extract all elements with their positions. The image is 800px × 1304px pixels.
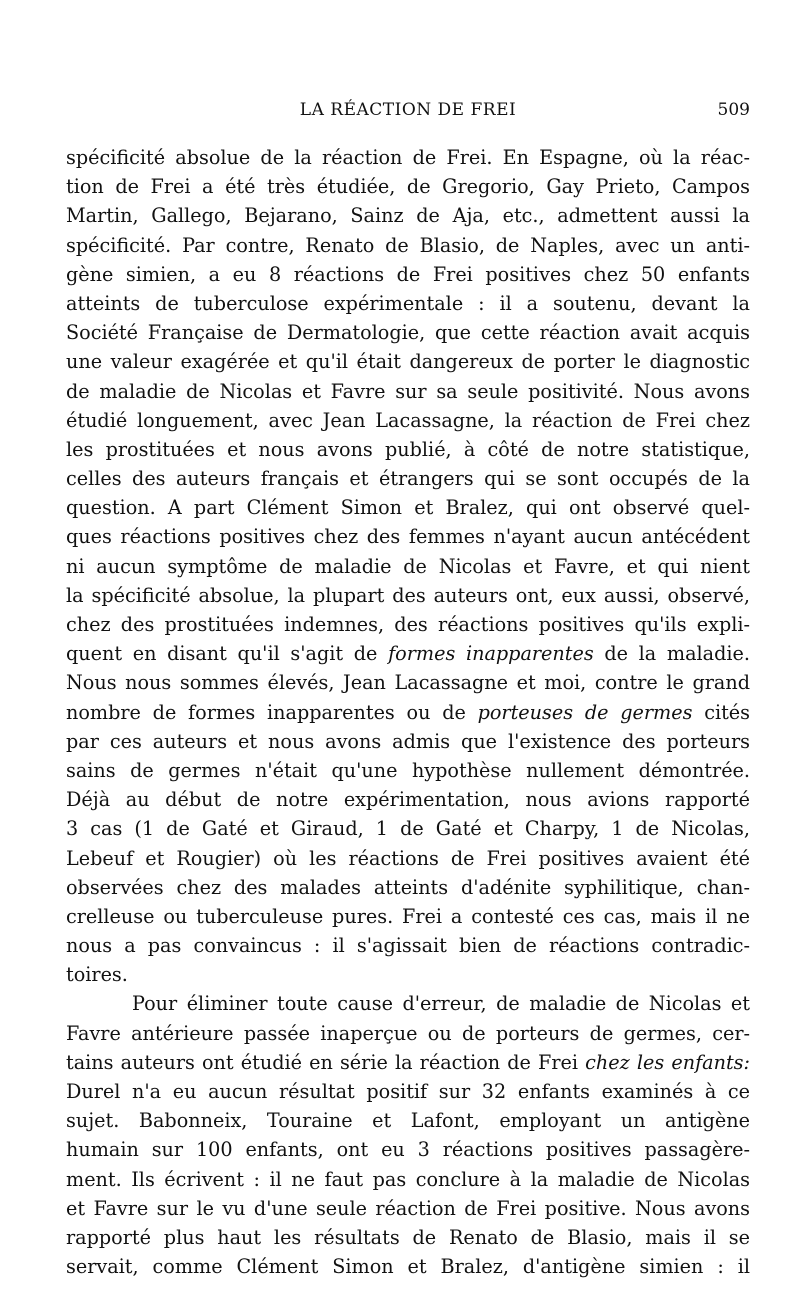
text-span: de la maladie.: [593, 642, 750, 666]
text-line: une valeur exagérée et qu'il était dangereux de porter le diagnostic: [66, 350, 750, 374]
body-text: [66, 143, 750, 1281]
text-line: chez des prostituées indemnes, des réactions positives qu'ils expli-: [66, 613, 750, 636]
text-line: ment. Ils écrivent : il ne faut pas conclure à la maladie de Nicolas: [66, 1167, 750, 1191]
text-line: ni aucun symptôme de maladie de Nicolas et Favre, et qui nient: [66, 554, 750, 578]
text-line: humain sur 100 enfants, ont eu 3 réactions positives passagère-: [66, 1138, 750, 1162]
text-line: Lebeuf et Rougier) où les réactions de Frei positives avaient été: [66, 846, 750, 870]
text-span: nombre de formes inapparentes ou de: [66, 700, 478, 724]
italic-phrase: chez les enfants:: [585, 1050, 750, 1074]
text-line: 3 cas (1 de Gaté et Giraud, 1 de Gaté et Charpy, 1 de Nicolas,: [66, 817, 750, 841]
page-number: 509: [717, 100, 750, 120]
text-line: question. A part Clément Simon et Bralez, qui ont observé quel-: [66, 496, 750, 520]
text-line-italic: [66, 639, 750, 668]
text-line: Nous nous sommes élevés, Jean Lacassagne et moi, contre le grand: [66, 671, 750, 695]
text-line: rapporté plus haut les résultats de Renato de Blasio, mais il se: [66, 1225, 750, 1249]
text-line: celles des auteurs français et étrangers qui se sont occupés de la: [66, 467, 750, 491]
text-line: servait, comme Clément Simon et Bralez, d'antigène simien : il: [66, 1255, 750, 1279]
text-line: Société Française de Dermatologie, que cette réaction avait acquis: [66, 321, 750, 345]
running-head: [66, 100, 750, 130]
italic-phrase: porteuses de germes: [477, 700, 693, 724]
text-line: sains de germes n'était qu'une hypothèse nullement démontrée.: [66, 758, 750, 782]
text-line: Durel n'a eu aucun résultat positif sur 32 enfants examinés à ce: [66, 1080, 750, 1103]
running-title: LA RÉACTION DE FREI: [299, 100, 517, 120]
text-line: la spécificité absolue, la plupart des auteurs ont, eux aussi, observé,: [66, 583, 750, 607]
text-line: Déjà au début de notre expérimentation, nous avions rapporté: [66, 788, 750, 812]
text-line: étudié longuement, avec Jean Lacassagne, la réaction de Frei chez: [66, 408, 750, 432]
text-span: cités: [692, 700, 750, 724]
text-line: spécificité. Par contre, Renato de Blasio, de Naples, avec un anti-: [66, 233, 750, 257]
text-line: spécificité absolue de la réaction de Frei. En Espagne, où la réac-: [66, 146, 750, 169]
text-line: sujet. Babonneix, Touraine et Lafont, employant un antigène: [66, 1109, 750, 1133]
text-line: et Favre sur le vu d'une seule réaction de Frei positive. Nous avons: [66, 1196, 750, 1220]
text-line: les prostituées et nous avons publié, à côté de notre statistique,: [66, 437, 750, 461]
text-line: ques réactions positives chez des femmes n'ayant aucun antécédent: [66, 525, 750, 549]
text-line: nous a pas convaincus : il s'agissait bien de réactions contradic-: [66, 934, 750, 958]
text-line: tion de Frei a été très étudiée, de Gregorio, Gay Prieto, Campos: [66, 175, 750, 199]
text-line: de maladie de Nicolas et Favre sur sa seule positivité. Nous avons: [66, 379, 750, 403]
text-line: Martin, Gallego, Bejarano, Sainz de Aja, etc., admettent aussi la: [66, 204, 750, 228]
text-line: Favre antérieure passée inaperçue ou de porteurs de germes, cer-: [66, 1021, 750, 1045]
italic-phrase: formes inapparentes: [388, 642, 594, 666]
text-line: par ces auteurs et nous avons admis que l'existence des porteurs: [66, 729, 750, 753]
text-line: observées chez des malades atteints d'adénite syphilitique, chan-: [66, 875, 750, 899]
text-line: gène simien, a eu 8 réactions de Frei positives chez 50 enfants: [66, 262, 750, 286]
text-line-last: toires.: [66, 963, 128, 987]
text-line-italic: [66, 1048, 750, 1077]
text-line: atteints de tuberculose expérimentale : il a soutenu, devant la: [66, 291, 750, 315]
paragraph-start-line: Pour éliminer toute cause d'erreur, de maladie de Nicolas et: [132, 992, 750, 1016]
text-line: crelleuse ou tuberculeuse pures. Frei a contesté ces cas, mais il ne: [66, 904, 750, 928]
text-line-italic: [66, 698, 750, 727]
text-span: tains auteurs ont étudié en série la réaction de Frei: [66, 1050, 586, 1074]
text-span: quent en disant qu'il s'agit de: [66, 642, 389, 666]
